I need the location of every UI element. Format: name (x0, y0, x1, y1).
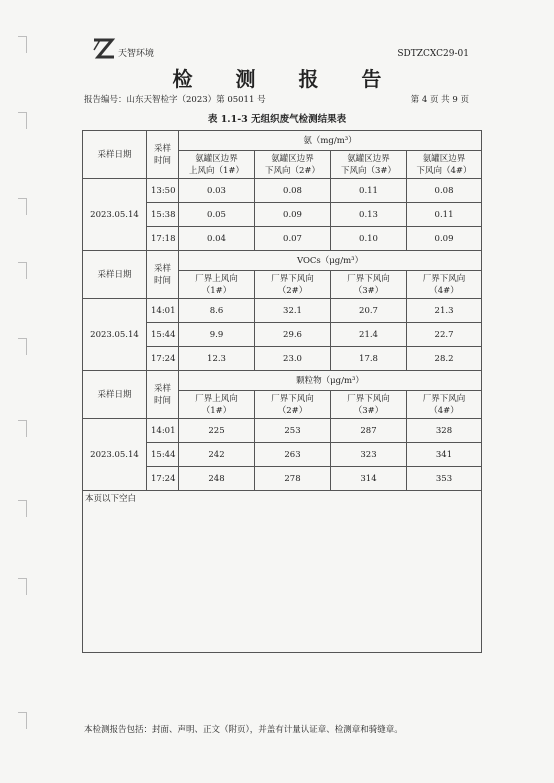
document-code: SDTZCXC29-01 (397, 49, 469, 59)
point-direction: 下风向（4#） (416, 165, 472, 176)
value-cell: 0.08 (407, 179, 482, 203)
binder-mark (18, 198, 27, 215)
header-row (83, 251, 482, 271)
binder-mark (18, 338, 27, 355)
point-direction: 上风向（1#） (188, 165, 245, 176)
point-name: 厂界上风向 (195, 393, 238, 404)
table-title: 表 1.1-3 无组织废气检测结果表 (207, 114, 347, 125)
pollutant-header: VOCs（μg/m³） (179, 251, 482, 271)
binder-mark (18, 36, 27, 53)
value-cell: 0.11 (407, 203, 482, 227)
point-name: 氨罐区边界 (347, 153, 390, 164)
point-header-cell (255, 271, 331, 299)
binder-mark (18, 500, 27, 517)
pollutant-header: 颗粒物（μg/m³） (179, 371, 482, 391)
time-header-line: 时间 (153, 275, 171, 286)
value-cell: 287 (331, 419, 407, 443)
value-cell: 0.07 (255, 227, 331, 251)
value-cell: 328 (407, 419, 482, 443)
value-cell: 12.3 (179, 347, 255, 371)
value-cell: 248 (179, 467, 255, 491)
point-name: 厂界下风向 (422, 393, 466, 404)
report-number: 报告编号：山东天智检字（2023）第 05011 号 (84, 95, 266, 105)
date-header-cell: 采样日期 (83, 371, 147, 419)
point-name: 厂界上风向 (195, 273, 238, 284)
sample-date-cell: 2023.05.14 (83, 419, 147, 491)
point-name: 氨罐区边界 (271, 153, 314, 164)
blank-note-cell: 本页以下空白 (83, 491, 482, 653)
point-header-cell (179, 391, 255, 419)
value-cell: 17.8 (331, 347, 407, 371)
point-header-cell (331, 271, 407, 299)
point-name: 氨罐区边界 (422, 153, 466, 164)
value-cell: 278 (255, 467, 331, 491)
table-row (83, 419, 482, 443)
blank-row (83, 491, 482, 653)
value-cell: 0.10 (331, 227, 407, 251)
value-cell: 28.2 (407, 347, 482, 371)
time-header-line: 时间 (153, 395, 171, 406)
value-cell: 0.08 (255, 179, 331, 203)
value-cell: 0.11 (331, 179, 407, 203)
point-direction: （3#） (353, 285, 384, 296)
time-header-cell (147, 131, 179, 179)
date-header-cell: 采样日期 (83, 131, 147, 179)
value-cell: 0.03 (179, 179, 255, 203)
sample-time-cell: 15:44 (147, 443, 179, 467)
brand-name: 天智环境 (118, 49, 155, 59)
value-cell: 9.9 (179, 323, 255, 347)
value-cell: 242 (179, 443, 255, 467)
point-direction: （1#） (201, 285, 232, 296)
value-cell: 8.6 (179, 299, 255, 323)
value-cell: 0.09 (407, 227, 482, 251)
table-row (83, 179, 482, 203)
point-direction: （3#） (353, 405, 384, 416)
page-title: 检 测 报 告 (172, 67, 400, 91)
value-cell: 0.09 (255, 203, 331, 227)
header-row (83, 371, 482, 391)
sample-time-cell: 15:44 (147, 323, 179, 347)
time-header-line: 时间 (153, 155, 171, 166)
point-header-cell (407, 271, 482, 299)
sample-time-cell: 14:01 (147, 419, 179, 443)
sample-date-cell: 2023.05.14 (83, 179, 147, 251)
point-name: 厂界下风向 (271, 393, 314, 404)
value-cell: 314 (331, 467, 407, 491)
sample-time-cell: 14:01 (147, 299, 179, 323)
time-header-line: 采样 (153, 263, 171, 274)
binder-mark (18, 578, 27, 595)
value-cell: 0.05 (179, 203, 255, 227)
point-header-cell (407, 391, 482, 419)
point-name: 厂界下风向 (347, 393, 390, 404)
pollutant-header: 氨（mg/m³） (179, 131, 482, 151)
point-header-cell (255, 151, 331, 179)
sample-time-cell: 13:50 (147, 179, 179, 203)
company-logo-icon (92, 38, 116, 60)
value-cell: 22.7 (407, 323, 482, 347)
point-name: 厂界下风向 (271, 273, 314, 284)
point-name: 厂界下风向 (422, 273, 466, 284)
point-header-cell (331, 151, 407, 179)
value-cell: 263 (255, 443, 331, 467)
time-header-cell (147, 251, 179, 299)
value-cell: 20.7 (331, 299, 407, 323)
point-header-cell (407, 151, 482, 179)
time-header-cell (147, 371, 179, 419)
results-table (82, 130, 482, 653)
point-direction: （4#） (429, 405, 459, 416)
sample-time-cell: 17:24 (147, 347, 179, 371)
sample-time-cell: 17:18 (147, 227, 179, 251)
point-direction: 下风向（2#） (264, 165, 321, 176)
value-cell: 29.6 (255, 323, 331, 347)
point-header-cell (255, 391, 331, 419)
value-cell: 353 (407, 467, 482, 491)
point-header-cell (179, 151, 255, 179)
point-direction: （4#） (429, 285, 459, 296)
value-cell: 32.1 (255, 299, 331, 323)
value-cell: 323 (331, 443, 407, 467)
binder-mark (18, 712, 27, 729)
point-direction: 下风向（3#） (340, 165, 397, 176)
value-cell: 0.04 (179, 227, 255, 251)
value-cell: 0.13 (331, 203, 407, 227)
sample-date-cell: 2023.05.14 (83, 299, 147, 371)
binder-mark (18, 420, 27, 437)
value-cell: 253 (255, 419, 331, 443)
point-direction: （2#） (277, 285, 308, 296)
sample-time-cell: 17:24 (147, 467, 179, 491)
point-direction: （2#） (277, 405, 308, 416)
value-cell: 21.3 (407, 299, 482, 323)
value-cell: 341 (407, 443, 482, 467)
time-header-line: 采样 (153, 383, 171, 394)
value-cell: 225 (179, 419, 255, 443)
point-direction: （1#） (201, 405, 232, 416)
sample-time-cell: 15:38 (147, 203, 179, 227)
point-header-cell (179, 271, 255, 299)
footer-note: 本检测报告包括：封面、声明、正文（附页），并盖有计量认证章、检测章和骑缝章。 (84, 725, 403, 735)
page-number: 第 4 页 共 9 页 (410, 95, 469, 105)
point-header-cell (331, 391, 407, 419)
date-header-cell: 采样日期 (83, 251, 147, 299)
value-cell: 21.4 (331, 323, 407, 347)
value-cell: 23.0 (255, 347, 331, 371)
binder-mark (18, 262, 27, 279)
point-name: 厂界下风向 (347, 273, 390, 284)
time-header-line: 采样 (153, 143, 171, 154)
table-row (83, 299, 482, 323)
header-row (83, 131, 482, 151)
point-name: 氨罐区边界 (195, 153, 238, 164)
company-logo (92, 38, 164, 60)
